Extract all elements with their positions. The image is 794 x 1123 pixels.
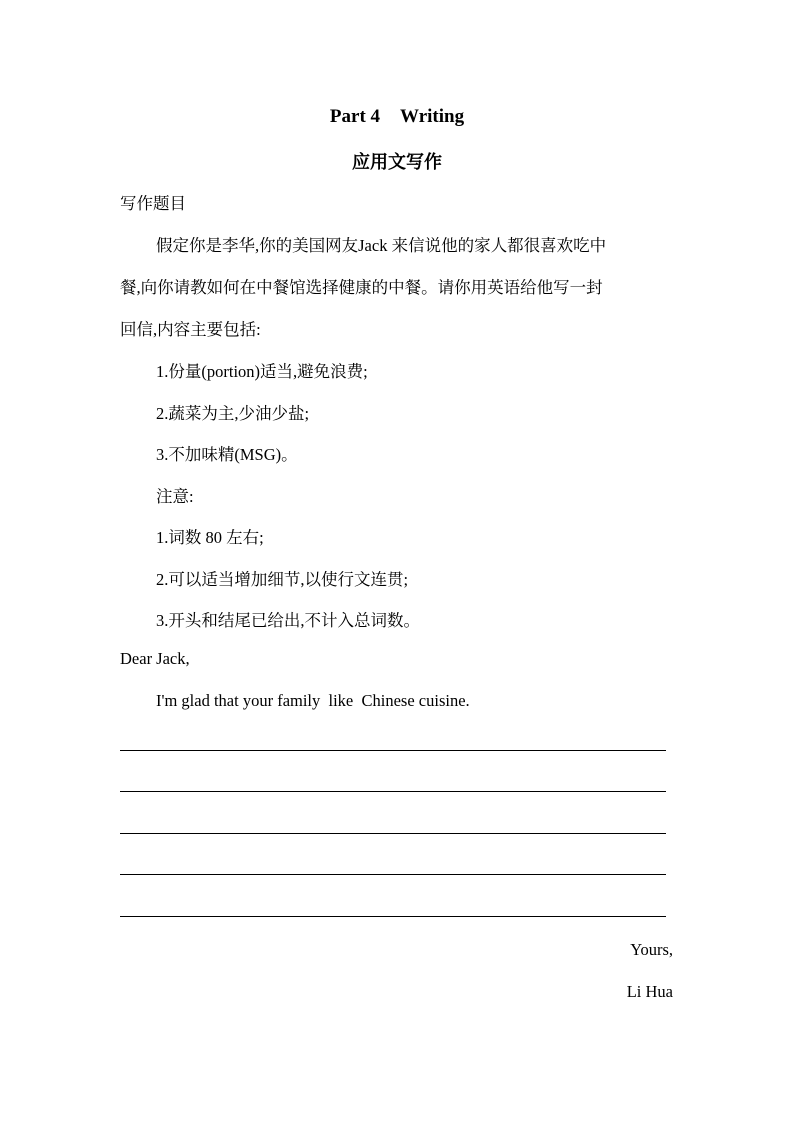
note-item: 2.可以适当增加细节,以使行文连贯; <box>156 570 409 589</box>
letter-closing: Yours, <box>630 940 673 959</box>
page-subtitle: 应用文写作 <box>352 152 442 172</box>
prompt-line: 回信,内容主要包括: <box>120 320 261 339</box>
note-item: 3.开头和结尾已给出,不计入总词数。 <box>156 611 420 630</box>
section-name: Writing <box>400 106 465 127</box>
page-title <box>0 106 794 128</box>
answer-line[interactable] <box>120 833 666 834</box>
notes-label: 注意: <box>156 487 194 506</box>
letter-signature: Li Hua <box>626 982 673 1001</box>
answer-line[interactable] <box>120 750 666 751</box>
prompt-line: 假定你是李华,你的美国网友Jack 来信说他的家人都很喜欢吃中 <box>156 236 607 255</box>
content-point: 2.蔬菜为主,少油少盐; <box>156 404 310 423</box>
note-item: 1.词数 80 左右; <box>156 528 264 547</box>
answer-line[interactable] <box>120 916 666 917</box>
content-point: 1.份量(portion)适当,避免浪费; <box>156 362 368 381</box>
letter-salutation: Dear Jack, <box>120 649 190 668</box>
content-point: 3.不加味精(MSG)。 <box>156 445 298 464</box>
task-label: 写作题目 <box>120 194 186 213</box>
letter-opening: I'm glad that your family like Chinese cuisine. <box>156 691 470 710</box>
answer-line[interactable] <box>120 791 666 792</box>
prompt-line: 餐,向你请教如何在中餐馆选择健康的中餐。请你用英语给他写一封 <box>120 278 603 297</box>
part-number: Part 4 <box>329 106 381 127</box>
answer-line[interactable] <box>120 874 666 875</box>
